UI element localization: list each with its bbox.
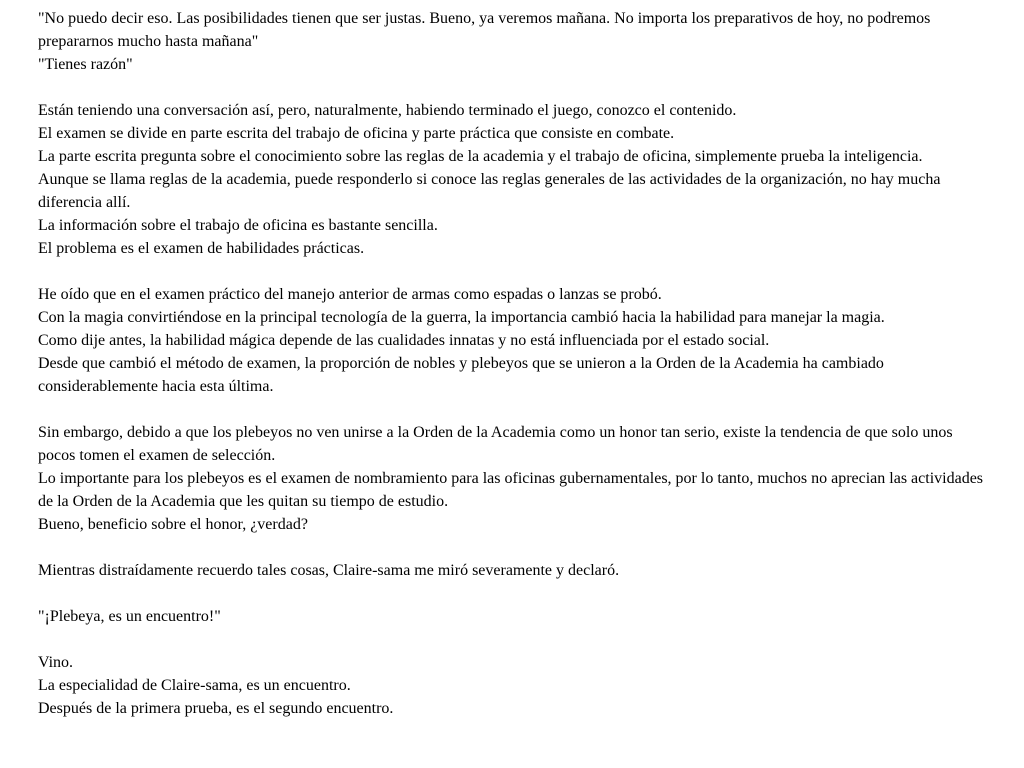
text-line: Sin embargo, debido a que los plebeyos no ven unirse a la Orden de la Academia como un honor tan serio, existe la tendencia de que solo unos pocos tomen el examen de selección. <box>38 424 957 464</box>
text-line: Lo importante para los plebeyos es el examen de nombramiento para las oficinas gubernamentales, por lo tanto, muchos no aprecian las actividades de la Orden de la Academia que les quitan su tiempo de estudio. <box>38 470 988 510</box>
blank-line <box>38 582 988 605</box>
text-line: Bueno, beneficio sobre el honor, ¿verdad? <box>38 516 308 533</box>
text-line: El examen se divide en parte escrita del trabajo de oficina y parte práctica que consiste en combate. <box>38 125 675 142</box>
text-line: "Tienes razón" <box>38 56 133 73</box>
text-line: Aunque se llama reglas de la academia, puede responderlo si conoce las reglas generales de las actividades de la organización, no hay mucha diferencia allí. <box>38 171 945 211</box>
text-line: Desde que cambió el método de examen, la proporción de nobles y plebeyos que se unieron a la Orden de la Academia ha cambiado considerablemente hacia esta última. <box>38 355 888 395</box>
text-line: La parte escrita pregunta sobre el conocimiento sobre las reglas de la academia y el trabajo de oficina, simplemente prueba la inteligencia. <box>38 148 923 165</box>
text-line: He oído que en el examen práctico del manejo anterior de armas como espadas o lanzas se probó. <box>38 286 662 303</box>
blank-line <box>38 76 988 99</box>
text-line: La especialidad de Claire-sama, es un encuentro. <box>38 677 351 694</box>
blank-line <box>38 260 988 283</box>
text-line: El problema es el examen de habilidades prácticas. <box>38 240 365 257</box>
text-line: Como dije antes, la habilidad mágica depende de las cualidades innatas y no está influenciada por el estado social. <box>38 332 770 349</box>
text-line: "¡Plebeya, es un encuentro!" <box>38 608 221 625</box>
text-line: La información sobre el trabajo de oficina es bastante sencilla. <box>38 217 438 234</box>
document-body <box>38 7 988 720</box>
text-line: Mientras distraídamente recuerdo tales cosas, Claire-sama me miró severamente y declaró. <box>38 562 620 579</box>
text-line: Con la magia convirtiéndose en la principal tecnología de la guerra, la importancia cambió hacia la habilidad para manejar la magia. <box>38 309 885 326</box>
blank-line <box>38 628 988 651</box>
blank-line <box>38 398 988 421</box>
blank-line <box>38 536 988 559</box>
text-line: "No puedo decir eso. Las posibilidades tienen que ser justas. Bueno, ya veremos mañana. No importa los preparativos de hoy, no podremos prepararnos mucho hasta mañana" <box>38 10 935 50</box>
text-line: Están teniendo una conversación así, pero, naturalmente, habiendo terminado el juego, conozco el contenido. <box>38 102 737 119</box>
text-line: Vino. <box>38 654 74 671</box>
text-line: Después de la primera prueba, es el segundo encuentro. <box>38 700 394 717</box>
